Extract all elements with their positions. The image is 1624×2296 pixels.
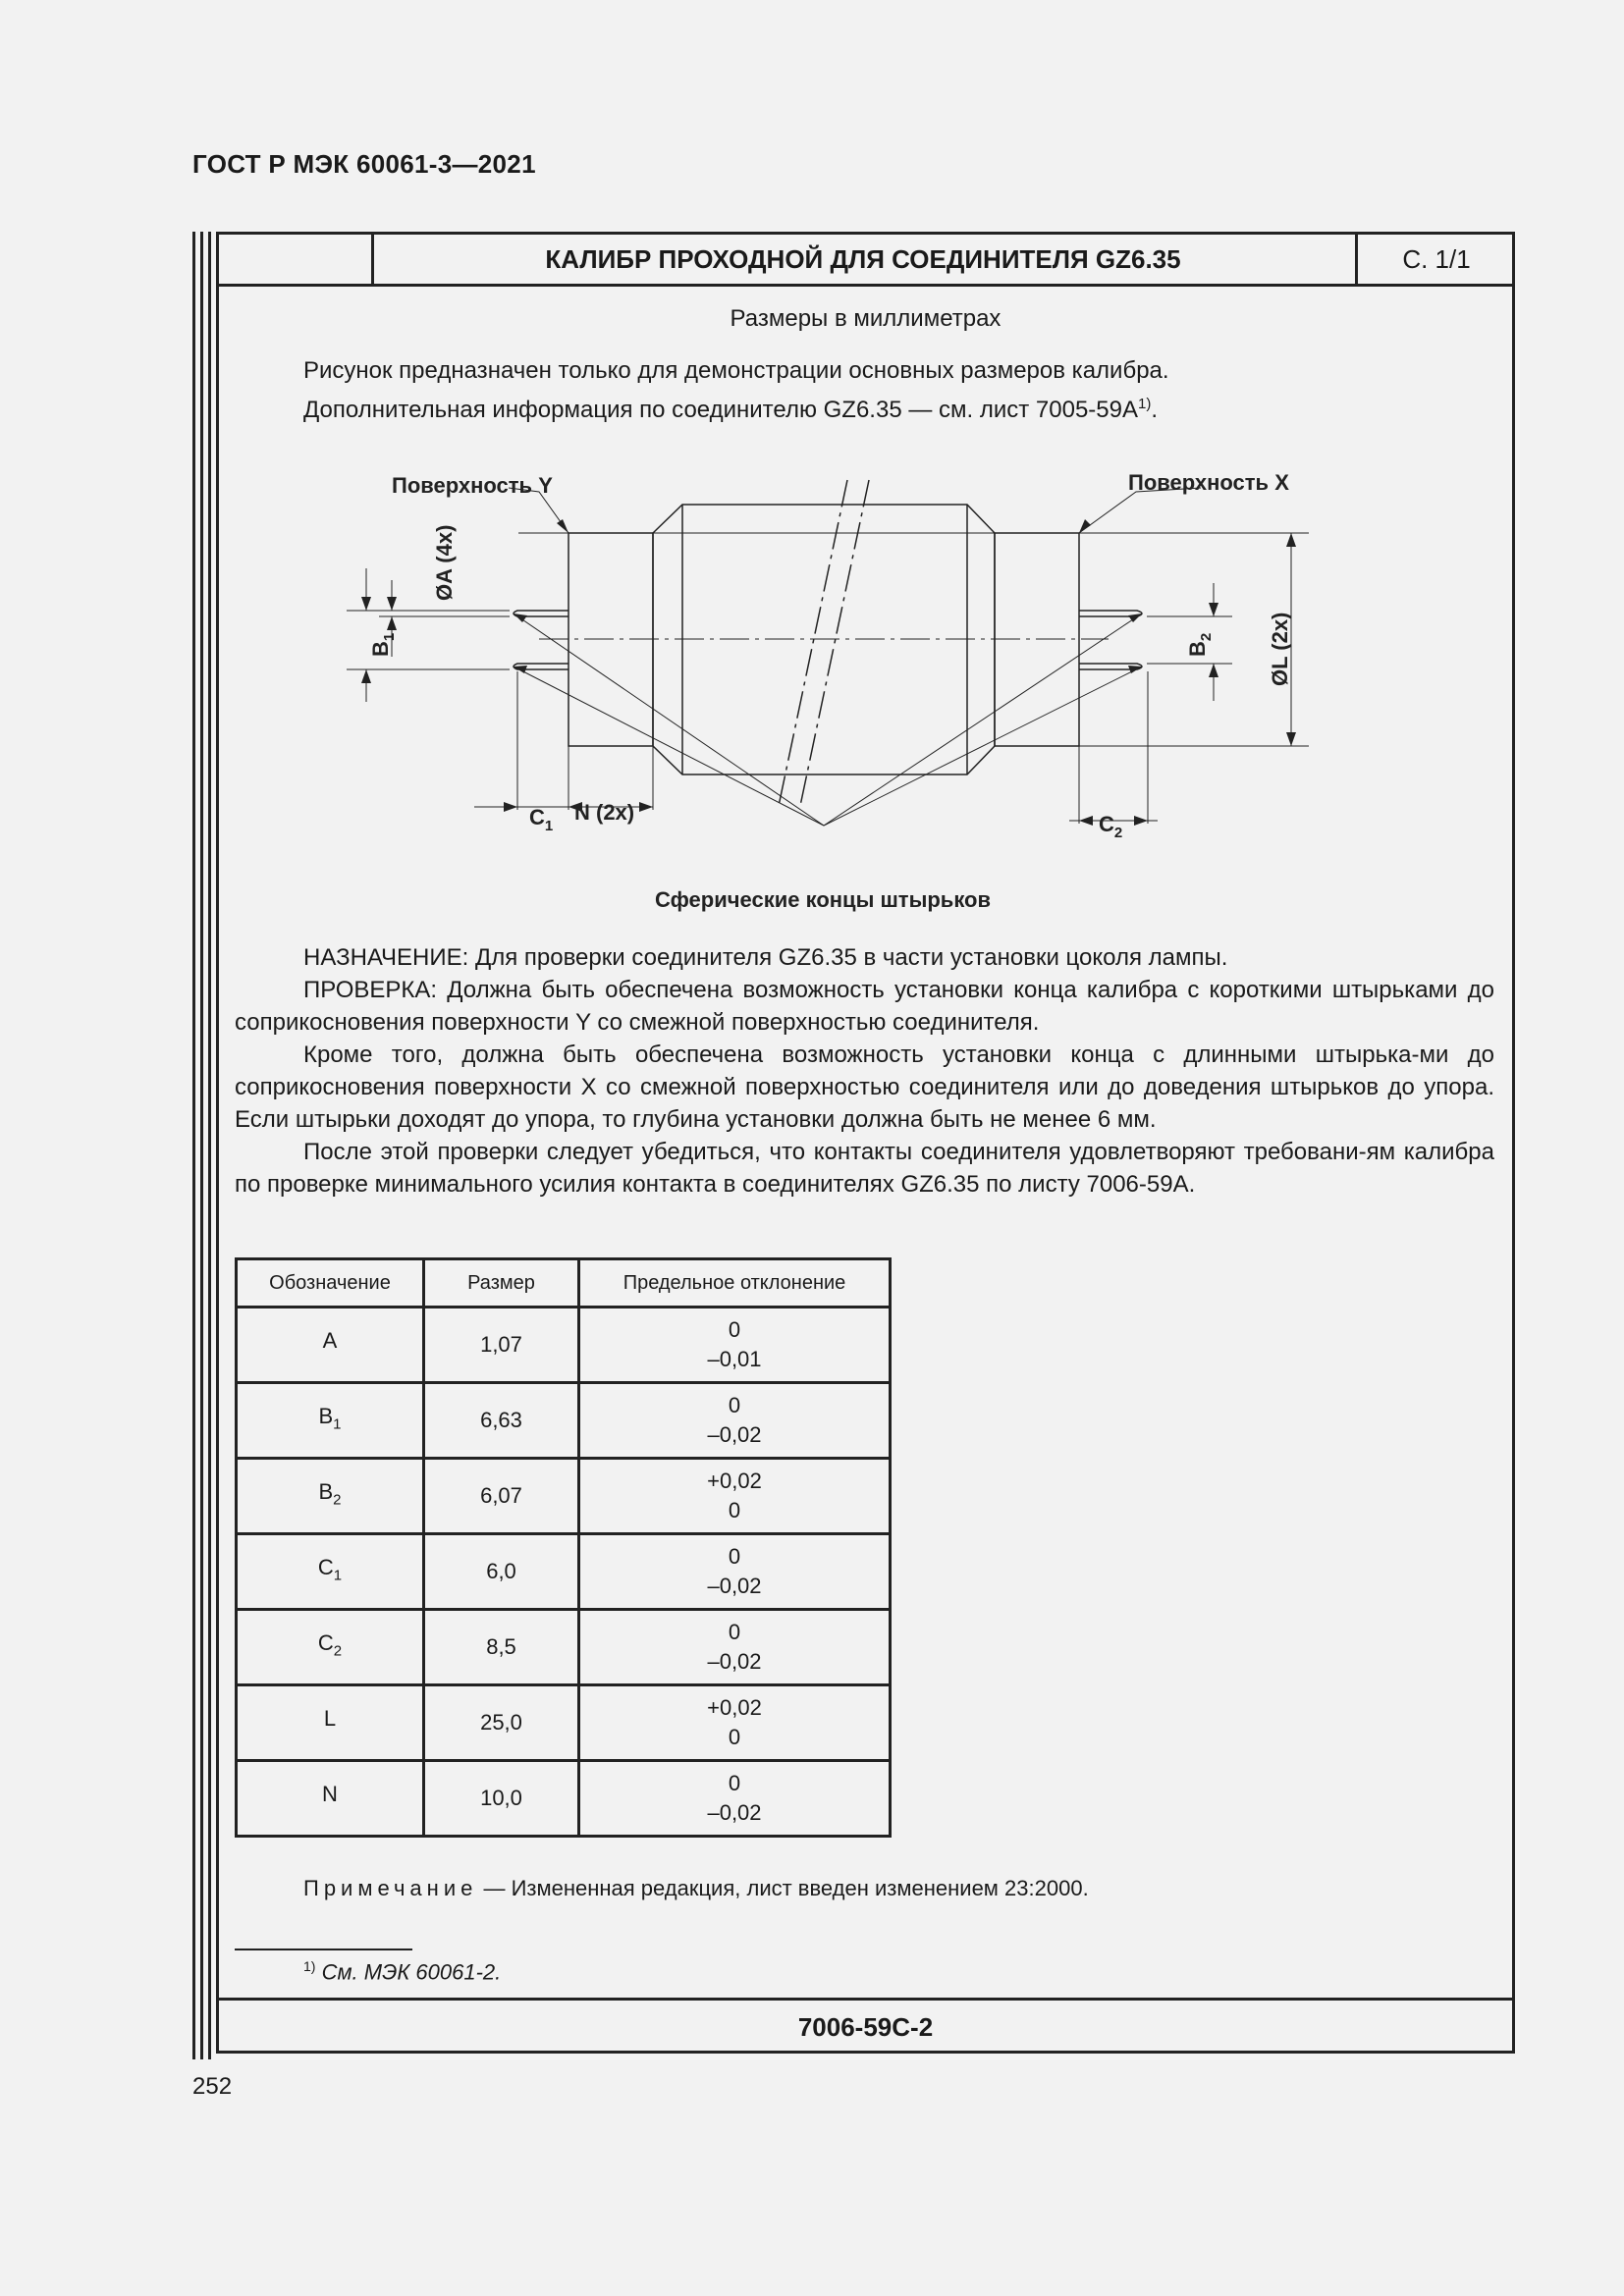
margin-rule — [192, 232, 195, 2059]
intro-line-2-end: . — [1151, 397, 1159, 423]
sheet-title: КАЛИБР ПРОХОДНОЙ ДЛЯ СОЕДИНИТЕЛЯ GZ6.35 — [545, 244, 1181, 274]
cell-tolerance — [579, 1459, 891, 1534]
c2-sym: C — [1099, 812, 1114, 836]
c1-label — [529, 805, 553, 834]
tol-lower: 0 — [728, 1498, 741, 1522]
table-header-row — [237, 1259, 891, 1308]
figure-caption: Сферические концы штырьков — [655, 887, 992, 912]
cell-tolerance — [579, 1534, 891, 1610]
arrowhead — [504, 802, 517, 812]
cell-tolerance — [579, 1761, 891, 1837]
symbol-sub: 1 — [333, 1415, 342, 1433]
sheet-number: 7006-59C-2 — [219, 1998, 1512, 2054]
dia-l-label: ØL (2x) — [1268, 612, 1292, 686]
cell-size: 6,0 — [424, 1534, 579, 1610]
break-line — [779, 480, 847, 806]
sheet-frame — [216, 232, 1515, 2054]
page-number: 252 — [192, 2073, 233, 2100]
note — [303, 1876, 1089, 1901]
footnote-text: См. МЭК 60061-2. — [315, 1959, 502, 1985]
b1-sub: 1 — [381, 632, 398, 642]
symbol-sub: 2 — [333, 1642, 343, 1660]
units-note: Размеры в миллиметрах — [730, 305, 1001, 332]
table-row — [237, 1534, 891, 1610]
leader-line — [514, 667, 824, 826]
c2-label — [1099, 812, 1122, 841]
cell-size: 10,0 — [424, 1761, 579, 1837]
tol-upper: 0 — [728, 1317, 741, 1342]
cell-size: 6,07 — [424, 1459, 579, 1534]
surface-x-label: Поверхность X — [1128, 470, 1289, 495]
note-label: Примечание — [303, 1876, 478, 1900]
tol-lower: –0,01 — [707, 1347, 762, 1371]
arrowhead — [361, 597, 371, 611]
margin-rule — [208, 232, 211, 2059]
tol-upper: +0,02 — [707, 1695, 762, 1720]
table-row — [237, 1761, 891, 1837]
symbol: N — [322, 1781, 338, 1806]
header-size: Размер — [424, 1259, 579, 1308]
arrowhead — [1209, 603, 1218, 616]
symbol-sub: 2 — [333, 1491, 342, 1509]
table-row — [237, 1685, 891, 1761]
footnote — [303, 1958, 501, 1985]
dimensions-table — [235, 1257, 892, 1838]
tol-lower: –0,02 — [707, 1649, 762, 1674]
tol-upper: +0,02 — [707, 1468, 762, 1493]
n-label: N (2x) — [574, 800, 635, 825]
cell-tolerance — [579, 1685, 891, 1761]
cell-size: 25,0 — [424, 1685, 579, 1761]
cell-tolerance — [579, 1308, 891, 1383]
b1-label — [368, 633, 398, 657]
table-row — [237, 1610, 891, 1685]
cell-symbol — [237, 1308, 424, 1383]
cell-size: 6,63 — [424, 1383, 579, 1459]
arrowhead — [361, 669, 371, 683]
table-row — [237, 1383, 891, 1459]
header-symbol: Обозначение — [237, 1259, 424, 1308]
table-row — [237, 1459, 891, 1534]
table-row — [237, 1308, 891, 1383]
tol-lower: –0,02 — [707, 1422, 762, 1447]
surface-y-label: Поверхность Y — [392, 473, 553, 498]
symbol: C — [317, 1629, 334, 1655]
paragraph-additional: Кроме того, должна быть обеспечена возможность установки конца с длинными штырька-ми до соприкосновения поверхности X со смежной поверхностью соединителя или до доведения штырьков до упора. Если штырьки доходят до упора, то глубина установки должна быть не менее 6 мм. — [235, 1041, 1494, 1133]
intro-line-1: Рисунок предназначен только для демонстрации основных размеров калибра. — [303, 357, 1169, 384]
break-line — [800, 480, 869, 806]
c2-sub: 2 — [1113, 825, 1123, 841]
intro-line-2-text: Дополнительная информация по соединителю GZ6.35 — см. лист 7005-59A — [303, 397, 1138, 423]
arrowhead — [1209, 664, 1218, 677]
leader-line — [824, 614, 1142, 826]
paragraph-purpose: НАЗНАЧЕНИЕ: Для проверки соединителя GZ6.35 в части установки цоколя лампы. — [303, 944, 1228, 971]
arrowhead — [557, 519, 568, 533]
tol-upper: 0 — [728, 1771, 741, 1795]
tol-lower: 0 — [728, 1725, 741, 1749]
arrowhead — [1079, 816, 1093, 826]
c1-sub: 1 — [544, 818, 554, 834]
arrowhead — [639, 802, 653, 812]
footnote-rule — [235, 1949, 412, 1950]
symbol: C — [317, 1554, 334, 1579]
symbol: B — [318, 1403, 334, 1428]
cell-tolerance — [579, 1610, 891, 1685]
tol-upper: 0 — [728, 1620, 741, 1644]
arrowhead — [1079, 519, 1091, 533]
b1-sym: B — [368, 641, 393, 657]
footnote-ref: 1) — [1138, 396, 1152, 412]
body-text — [235, 941, 1494, 1201]
b2-sym: B — [1185, 641, 1210, 657]
cell-symbol — [237, 1685, 424, 1761]
tol-upper: 0 — [728, 1544, 741, 1569]
arrowhead — [1134, 816, 1148, 826]
symbol: A — [322, 1327, 338, 1353]
cell-symbol — [237, 1610, 424, 1685]
cell-symbol — [237, 1761, 424, 1837]
tol-upper: 0 — [728, 1393, 741, 1417]
header-tolerance: Предельное отклонение — [579, 1259, 891, 1308]
tol-lower: –0,02 — [707, 1574, 762, 1598]
cell-symbol — [237, 1459, 424, 1534]
cell-symbol — [237, 1534, 424, 1610]
footnote-mark: 1) — [303, 1958, 316, 1974]
cell-size: 8,5 — [424, 1610, 579, 1685]
tol-lower: –0,02 — [707, 1800, 762, 1825]
paragraph-check: ПРОВЕРКА: Должна быть обеспечена возможность установки конца калибра с короткими штырьками до соприкосновения поверхности Y со смежной поверхностью соединителя. — [235, 977, 1494, 1036]
margin-rule — [200, 232, 203, 2059]
b2-label — [1185, 633, 1215, 657]
b2-sub: 2 — [1198, 632, 1215, 642]
arrowhead — [1286, 533, 1296, 547]
arrowhead — [1286, 732, 1296, 746]
c1-sym: C — [529, 805, 545, 829]
cell-symbol — [237, 1383, 424, 1459]
paragraph-after: После этой проверки следует убедиться, что контакты соединителя удовлетворяют требовани-ям калибра по проверке минимального усилия контакта в соединителях GZ6.35 по листу 7006-59A. — [235, 1139, 1494, 1198]
symbol: L — [323, 1705, 337, 1731]
arrowhead — [387, 597, 397, 611]
dia-a-label: ØA (4x) — [432, 524, 457, 601]
arrowhead — [387, 616, 397, 630]
symbol: B — [318, 1478, 334, 1504]
cell-tolerance — [579, 1383, 891, 1459]
cell-size: 1,07 — [424, 1308, 579, 1383]
document-header: ГОСТ Р МЭК 60061-3—2021 — [192, 149, 536, 179]
symbol-sub: 1 — [333, 1567, 343, 1584]
leader-line — [514, 614, 824, 826]
note-text: — Измененная редакция, лист введен изменением 23:2000. — [477, 1876, 1089, 1900]
sheet-page: С. 1/1 — [1355, 235, 1515, 284]
